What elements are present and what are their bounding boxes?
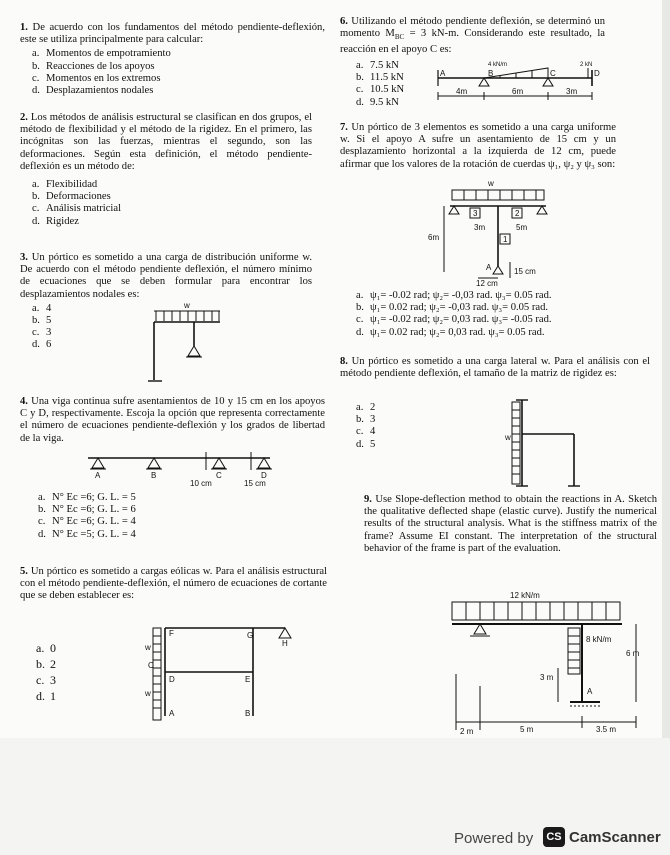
q3-pin-support	[188, 346, 200, 356]
question-6-option-b[interactable]: b. 11.5 kN	[356, 72, 404, 84]
q9-side-load-label: 8 kN/m	[586, 635, 612, 644]
q5-node-d: D	[169, 675, 175, 684]
q5-load-label-bottom: w	[145, 689, 151, 698]
question-8-option-b[interactable]: b. 3	[356, 414, 376, 426]
question-4-option-c[interactable]: c. N° Ec =6; G. L. = 4	[38, 516, 136, 528]
question-4	[20, 396, 325, 445]
question-8-options	[356, 402, 396, 451]
camscanner-logo-icon: CS	[543, 827, 565, 847]
q9-side-load	[568, 628, 580, 674]
question-1-option-a[interactable]: a. Momentos de empotramiento	[32, 48, 171, 60]
question-4-stem: 4. Una viga continua sufre asentamientos de 10 y 15 cm en los apoyos C y D, respectivamente. Escoja la opción que representa correctamente el número de ecuaciones pendiente-deflexión y los grados de libertad de la viga.	[20, 396, 326, 444]
question-1-option-d[interactable]: d. Desplazamientos nodales	[32, 85, 154, 97]
q4-support-d	[251, 452, 272, 470]
q9-height-lower: 3 m	[540, 673, 554, 682]
question-6-option-c[interactable]: c. 10.5 kN	[356, 84, 405, 96]
question-7-option-d[interactable]: d. ψ₁= 0.02 rad; ψ₂= 0,03 rad. ψ₃= 0.05 rad.	[356, 326, 545, 338]
q6-node-a: A	[440, 69, 446, 78]
question-3-option-c[interactable]: c. 3	[32, 327, 52, 339]
q4-label-d: D	[261, 471, 267, 480]
q5-node-e: E	[245, 675, 251, 684]
question-3-option-d[interactable]: d. 6	[32, 339, 52, 351]
q5-node-b: B	[245, 709, 251, 718]
q6-support-c	[543, 78, 553, 86]
question-6-beam-figure	[428, 58, 608, 106]
q4-label-a: A	[95, 471, 101, 480]
q9-height-total: 6 m	[626, 649, 640, 658]
question-3-option-a[interactable]: a. 4	[32, 302, 52, 314]
q5-wind-load	[153, 628, 161, 720]
q3-load-label: w	[184, 302, 190, 310]
question-2-option-a[interactable]: a. Flexibilidad	[32, 179, 98, 191]
question-8-option-c[interactable]: c. 4	[356, 426, 376, 438]
question-9	[364, 494, 657, 555]
q5-node-a: A	[169, 709, 175, 718]
question-7	[340, 122, 616, 171]
question-4-options	[38, 492, 318, 541]
question-7-stem: 7. Un pórtico de 3 elementos es sometido a una carga uniforme w. Si el apoyo A sufre un asentamiento de 15 cm y un desplazamiento horizontal a la izquierda de 12 cm, puede afirmar que los valores de la rotación de cuerdas ψ₁, ψ₂ y ψ₃ son:	[340, 122, 616, 170]
q3-distributed-load	[154, 311, 220, 321]
question-8	[340, 356, 650, 380]
question-5-frame-figure	[145, 620, 295, 724]
question-2-option-b[interactable]: b. Deformaciones	[32, 191, 111, 203]
q4-label-b: B	[151, 471, 157, 480]
question-7-option-a[interactable]: a. ψ₁= -0.02 rad; ψ₂= -0,03 rad. ψ₃= 0.05 rad.	[356, 290, 552, 301]
question-6-option-d[interactable]: d. 9.5 kN	[356, 96, 399, 108]
question-6-options	[356, 60, 426, 109]
q5-node-h: H	[282, 639, 288, 648]
q7-member-2: 2	[515, 209, 520, 218]
q4-settle-d: 15 cm	[244, 479, 266, 488]
question-5-option-c[interactable]: c. 3	[36, 673, 56, 687]
question-7-frame-figure	[424, 178, 554, 288]
question-8-option-a[interactable]: a. 2	[356, 402, 376, 413]
q5-pin-h	[279, 628, 291, 638]
question-6	[340, 16, 605, 56]
question-5-option-a[interactable]: a. 0	[36, 641, 56, 655]
question-1-option-c[interactable]: c. Momentos en los extremos	[32, 72, 161, 84]
question-5-option-d[interactable]: d. 1	[36, 689, 56, 703]
q4-support-a	[90, 458, 106, 469]
q9-top-load-label: 12 kN/m	[510, 591, 540, 600]
question-2-stem: 2. Los métodos de análisis estructural se clasifican en dos grupos, el método de flexibilidad y el método de la rigidez. En el primero, las incógnitas son las fuerzas, mientras el segundo, son las deformaciones. Según esta definición, el método pendiente-deflexión es un método de:	[20, 112, 313, 172]
q9-pin-left	[474, 624, 486, 634]
question-6-stem: 6. Utilizando el método pendiente deflexión, se determinó un momento $M_{BC} = 3$ kN-m. Considerando este resultado, la reacción en el apoyo C es:	[340, 16, 605, 55]
q6-point-load-label: 2 kN	[580, 62, 593, 68]
question-4-option-b[interactable]: b. N° Ec =6; G. L. = 6	[38, 504, 136, 516]
q5-node-f: F	[169, 629, 174, 638]
q6-dist-load	[484, 68, 548, 78]
q8-load-label: w	[505, 433, 511, 442]
q5-node-c: C	[148, 661, 154, 670]
question-8-option-d[interactable]: d. 5	[356, 438, 376, 450]
q5-node-g: G	[247, 631, 254, 640]
q6-dist-load-label: 4 kN/m	[488, 62, 508, 68]
q8-lateral-load	[512, 402, 520, 484]
question-5-options	[36, 640, 96, 704]
q4-settle-c: 10 cm	[190, 479, 212, 488]
question-9-frame-figure	[450, 588, 662, 736]
question-7-options	[356, 290, 636, 339]
q3-frame	[154, 322, 220, 380]
q4-support-b	[146, 458, 162, 469]
question-2-option-d[interactable]: d. Rigidez	[32, 215, 79, 227]
q7-member-1: 1	[503, 235, 508, 244]
question-9-stem: 9. Use Slope-deflection method to obtain the reactions in A. Sketch the qualitative deflected shape (elastic curve). Justify the numerical results of the structural analysis. What is the stiffness matrix of the frame? Assume EI constant. The interpretation of the structural behavior of the frame is part of the evaluation.	[364, 494, 657, 554]
q7-member-3: 3	[473, 209, 478, 218]
question-1-option-b[interactable]: b. Reacciones de los apoyos	[32, 60, 155, 72]
q5-load-label-top: w	[145, 643, 151, 652]
q6-node-b: B	[488, 69, 494, 78]
question-8-stem: 8. Un pórtico es sometido a una carga lateral w. Para el análisis con el método pendiente deflexión, el tamaño de la matriz de rigidez es:	[340, 356, 650, 380]
q6-span-1: 4m	[456, 87, 468, 96]
question-5-option-b[interactable]: b. 2	[36, 657, 56, 671]
question-1	[20, 22, 325, 97]
question-3-frame-figure	[148, 302, 228, 386]
q7-node-a: A	[486, 263, 492, 272]
question-4-option-a[interactable]: a. N° Ec =6; G. L. = 5	[38, 492, 136, 503]
q9-span-3-5m: 3.5 m	[596, 725, 617, 734]
question-4-option-d[interactable]: d. N° Ec =5; G. L. = 4	[38, 528, 136, 540]
question-1-stem: 1. De acuerdo con los fundamentos del método pendiente-deflexión, este se utiliza principalmente para calcular:	[20, 22, 325, 46]
q7-distributed-load	[452, 190, 544, 200]
q5-frame	[165, 628, 285, 716]
question-5	[20, 566, 327, 603]
question-7-option-b[interactable]: b. ψ₁= 0.02 rad; ψ₂= -0,03 rad. ψ₃= 0.05 rad.	[356, 302, 549, 314]
powered-by-text: Powered by	[454, 830, 534, 847]
question-3-stem: 3. Un pórtico es sometido a una carga de distribución uniforme w. De acuerdo con el método pendiente deflexión, el número mínimo de ecuaciones que se deben formular para encontrar los desplazamientos nodales es:	[20, 252, 312, 300]
camscanner-brand: CamScanner	[569, 829, 661, 846]
q6-node-d: D	[594, 69, 600, 78]
q7-left-support	[449, 206, 459, 214]
q8-frame	[522, 400, 574, 486]
question-3-option-b[interactable]: b. 5	[32, 315, 52, 327]
q7-span-5m: 5m	[516, 223, 528, 232]
q6-span-3: 3m	[566, 87, 578, 96]
q7-settle-v: 15 cm	[514, 267, 536, 276]
question-4-beam-figure	[84, 448, 284, 490]
q9-span-5m: 5 m	[520, 725, 534, 734]
question-5-stem: 5. Un pórtico es sometido a cargas eólicas w. Para el análisis estructural con el método pendiente-deflexión, el número de ecuaciones de cortante que se deben establecer es:	[20, 566, 327, 602]
q4-support-c	[206, 452, 227, 470]
question-6-option-a[interactable]: a. 7.5 kN	[356, 60, 399, 71]
q7-right-support	[537, 206, 547, 214]
question-2	[20, 112, 312, 228]
page-edge	[662, 0, 670, 738]
q7-span-3m: 3m	[474, 223, 486, 232]
q7-settle-h: 12 cm	[476, 279, 498, 288]
question-7-option-c[interactable]: c. ψ₁= -0.02 rad; ψ₂= 0,03 rad. ψ₃= -0.05 rad.	[356, 314, 552, 326]
q7-height: 6m	[428, 233, 440, 242]
q6-span-2: 6m	[512, 87, 524, 96]
q9-top-load	[452, 602, 620, 620]
q4-label-c: C	[216, 471, 222, 480]
question-8-frame-figure	[502, 396, 582, 490]
q7-load-label: w	[488, 179, 494, 188]
q9-span-2m: 2 m	[460, 727, 474, 736]
q6-support-b	[479, 78, 489, 86]
q6-node-c: C	[550, 69, 556, 78]
question-2-option-c[interactable]: c. Análisis matricial	[32, 203, 122, 215]
q9-node-a: A	[587, 687, 593, 696]
q7-support-a	[493, 266, 503, 274]
